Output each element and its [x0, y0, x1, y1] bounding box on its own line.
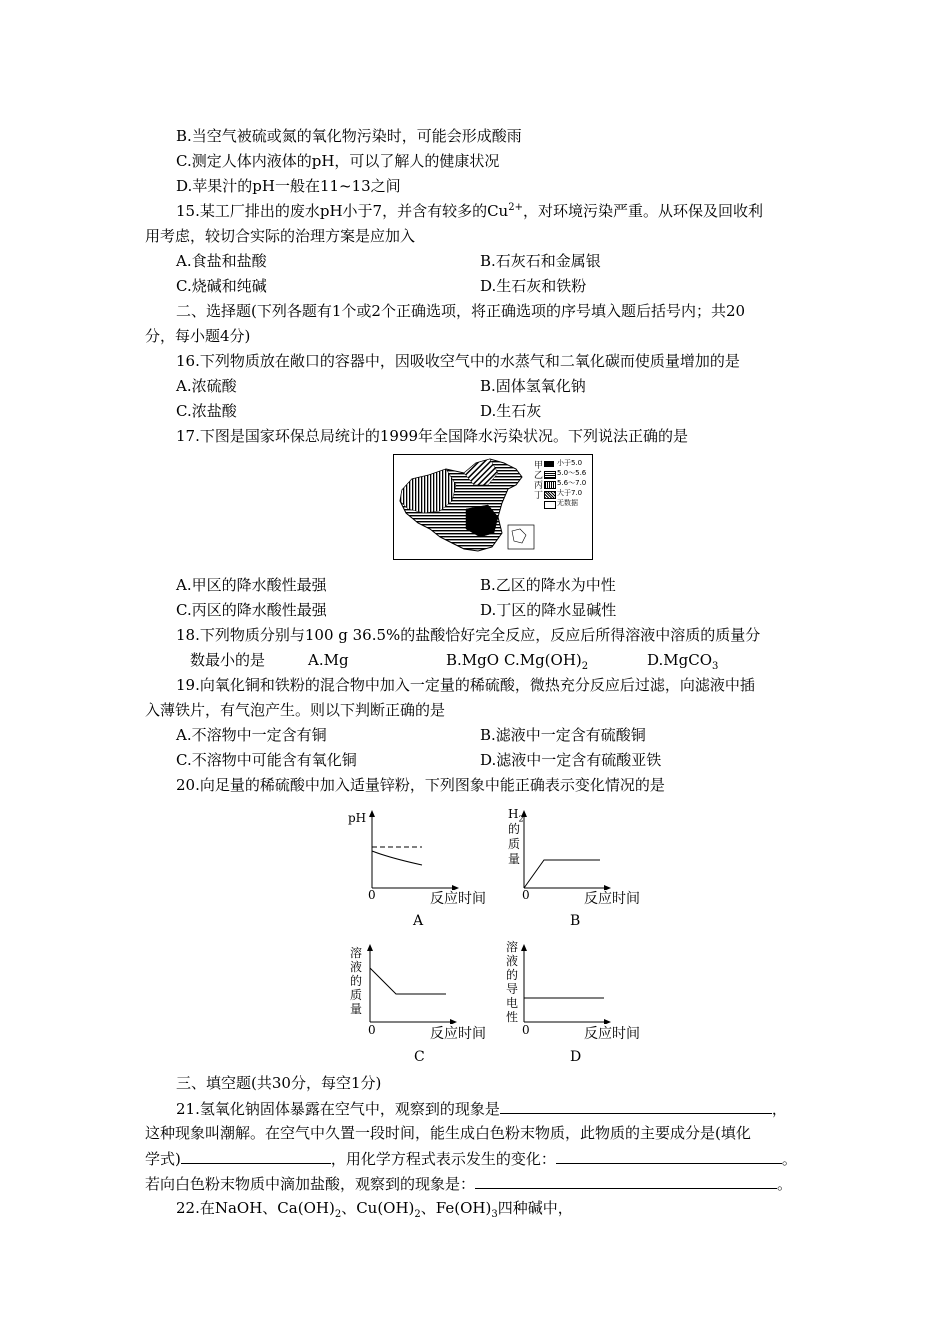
legend-swatch-nodata	[544, 501, 556, 509]
q21-line4: 若向白色粉末物质中滴加盐酸，观察到的现象是： 。	[145, 1175, 793, 1193]
q17-option-d: D.丁区的降水显碱性	[480, 601, 617, 619]
legend-swatch-ding	[544, 491, 556, 499]
q17-stem: 17.下图是国家环保总局统计的1999年全国降水污染状况。下列说法正确的是	[176, 427, 689, 445]
q18-option-c: $C.Mg(OH)_2$	[504, 651, 589, 672]
q17-option-c: C.丙区的降水酸性最强	[176, 601, 327, 619]
q18-option-d: D.MgCO$_3$	[647, 651, 719, 672]
legend-text-bing: 5.6～7.0	[557, 479, 587, 487]
q16-option-a: A.浓硫酸	[176, 377, 237, 395]
graph-b-label: B	[570, 913, 581, 929]
q21-line2: 这种现象叫潮解。在空气中久置一段时间，能生成白色粉末物质，此物质的主要成分是(填化	[145, 1124, 751, 1142]
q19-stem-line1: 19.向氧化铜和铁粉的混合物中加入一定量的稀硫酸，微热充分反应后过滤，向滤液中插	[176, 676, 755, 694]
legend-key-jia: 甲	[534, 461, 544, 471]
q20-stem: 20.向足量的稀硫酸中加入适量锌粉，下列图象中能正确表示变化情况的是	[176, 776, 665, 794]
q16-option-c: C.浓盐酸	[176, 402, 237, 420]
q16-stem: 16.下列物质放在敞口的容器中，因吸收空气中的水蒸气和二氧化碳而使质量增加的是	[176, 352, 740, 370]
graph-d-axes	[514, 942, 614, 1024]
graph-d-xlabel: 反应时间	[584, 1026, 640, 1042]
graph-a-axes	[360, 808, 460, 890]
graph-a-origin: 0	[368, 888, 376, 902]
q14-option-b: B.当空气被硫或氮的氧化物污染时，可能会形成酸雨	[176, 127, 522, 145]
legend-text-ding: 大于7.0	[557, 489, 583, 497]
china-rainfall-map	[393, 454, 593, 560]
graph-c-origin: 0	[368, 1023, 376, 1037]
graph-c-label: C	[414, 1049, 425, 1065]
q17-option-a: A.甲区的降水酸性最强	[176, 576, 327, 594]
graph-a-ylabel: pH	[348, 811, 367, 825]
q16-option-d: D.生石灰	[480, 402, 542, 420]
q14-option-d: D.苹果汁的pH一般在11~13之间	[176, 177, 401, 195]
q21-blank-3[interactable]	[556, 1148, 782, 1164]
graph-c-y-arrow	[367, 944, 373, 951]
q18-stem-line2: 数最小的是	[190, 651, 266, 669]
legend-key-ding: 丁	[534, 491, 544, 501]
section2-heading-line1: 二、选择题(下列各题有1个或2个正确选项，将正确选项的序号填入题后括号内；共20	[176, 302, 746, 320]
q21-line3: 学式) ，用化学方程式表示发生的变化： 。	[145, 1150, 797, 1168]
q15-option-b: B.石灰石和金属银	[480, 252, 601, 270]
q15-stem-line1: 15.某工厂排出的废水pH小于7，并含有较多的$Cu^{2+}$，对环境污染严重。从环保及回收利	[176, 202, 763, 220]
legend-key-bing: 丙	[534, 481, 544, 491]
q19-option-d: D.滤液中一定含有硫酸亚铁	[480, 751, 662, 769]
legend-swatch-bing	[544, 481, 556, 489]
q21-line1: 21.氢氧化钠固体暴露在空气中，观察到的现象是 ，	[176, 1100, 787, 1118]
q16-option-b: B.固体氢氧化钠	[480, 377, 586, 395]
graph-a-y-arrow	[369, 810, 375, 817]
q17-option-b: B.乙区的降水为中性	[480, 576, 616, 594]
q14-option-c: C.测定人体内液体的pH，可以了解人的健康状况	[176, 152, 500, 170]
graph-b-line	[524, 860, 600, 888]
q18-stem-line1: 18.下列物质分别与100 g 36.5%的盐酸恰好完全反应，反应后所得溶液中溶质的质量分	[176, 626, 761, 644]
q15-stem-line2: 用考虑，较切合实际的治理方案是应加入	[145, 227, 416, 245]
legend-swatch-yi	[544, 471, 556, 479]
graph-c-line	[370, 968, 446, 994]
graph-a-label: A	[413, 913, 424, 929]
q19-stem-line2: 入薄铁片，有气泡产生。则以下判断正确的是	[145, 701, 446, 719]
graph-b-axes	[514, 808, 614, 890]
q15-option-d: D.生石灰和铁粉	[480, 277, 587, 295]
legend-text-yi: 5.0～5.6	[557, 469, 587, 477]
q19-option-c: C.不溶物中可能含有氧化铜	[176, 751, 357, 769]
graph-d-label: D	[570, 1049, 582, 1065]
graph-a-curve	[372, 851, 422, 865]
q15-option-c: C.烧碱和纯碱	[176, 277, 267, 295]
legend-row-nodata	[534, 499, 592, 509]
legend-key-yi: 乙	[534, 471, 544, 481]
q21-blank-2[interactable]	[181, 1148, 331, 1164]
section3-heading: 三、填空题(共30分，每空1分)	[176, 1074, 382, 1092]
q22-stem: 22.在NaOH、$Ca(OH)_2$、$Cu(OH)_2$、$Fe(OH)_3$四种碱中，	[176, 1199, 573, 1220]
graph-c-xlabel: 反应时间	[430, 1026, 486, 1042]
legend-swatch-jia	[544, 461, 554, 467]
q21-blank-4[interactable]	[475, 1173, 777, 1189]
graph-c-ylabel: 溶 液 的 质 量	[350, 946, 363, 1016]
graph-b-xlabel: 反应时间	[584, 891, 640, 907]
q19-option-b: B.滤液中一定含有硫酸铜	[480, 726, 646, 744]
map-legend	[534, 459, 592, 509]
q15-option-a: A.食盐和盐酸	[176, 252, 267, 270]
graph-b-origin: 0	[522, 888, 530, 902]
graph-b-ylabel: $H_2$ 的 质 量	[508, 807, 524, 866]
graph-c-axes	[360, 942, 460, 1024]
q18-option-a: A.Mg	[308, 651, 349, 669]
graph-d-origin: 0	[522, 1023, 530, 1037]
q19-option-a: A.不溶物中一定含有铜	[176, 726, 327, 744]
q18-option-b: B.MgO	[446, 651, 500, 669]
graph-a-xlabel: 反应时间	[430, 891, 486, 907]
graph-d-y-arrow	[521, 944, 527, 951]
map-inset-box	[508, 525, 534, 549]
graph-d-ylabel: 溶 液 的 导 电 性	[506, 940, 519, 1024]
q21-blank-1[interactable]	[500, 1098, 772, 1114]
section2-heading-line2: 分，每小题4分)	[145, 327, 251, 345]
legend-text-jia: 小于5.0	[557, 459, 583, 467]
legend-text-nodata: 无数据	[557, 499, 578, 507]
